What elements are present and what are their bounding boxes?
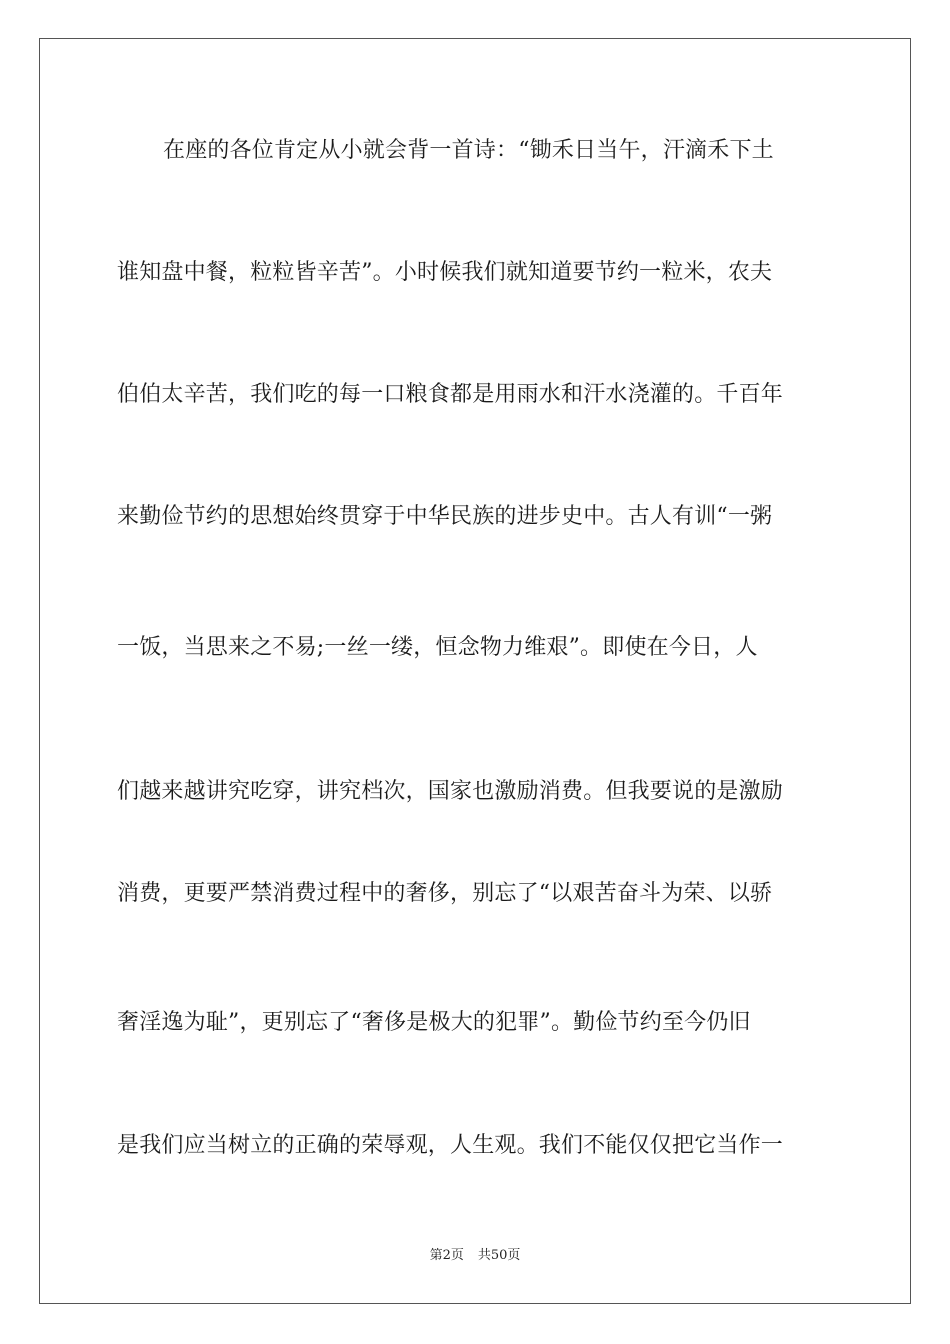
page-border xyxy=(39,38,911,1304)
paragraph-line-3: 伯伯太辛苦，我们吃的每一口粮食都是用雨水和汗水浇灌的。千百年 xyxy=(117,382,784,407)
paragraph-line-9: 是我们应当树立的正确的荣辱观，人生观。我们不能仅仅把它当作一 xyxy=(117,1133,784,1158)
paragraph-line-5: 一饭，当思来之不易;一丝一缕，恒念物力维艰”。即使在今日，人 xyxy=(117,635,758,660)
page-number: 第2页 xyxy=(429,1248,464,1263)
paragraph-line-7: 消费，更要严禁消费过程中的奢侈，别忘了“以艰苦奋斗为荣、以骄 xyxy=(117,881,773,906)
paragraph-line-1: 在座的各位肯定从小就会背一首诗：“锄禾日当午，汗滴禾下土 xyxy=(163,138,774,163)
page-footer xyxy=(0,1247,950,1265)
paragraph-line-2: 谁知盘中餐，粒粒皆辛苦”。小时候我们就知道要节约一粒米，农夫 xyxy=(117,260,773,285)
paragraph-line-6: 们越来越讲究吃穿，讲究档次，国家也激励消费。但我要说的是激励 xyxy=(117,779,784,804)
page-total: 共50页 xyxy=(477,1248,521,1263)
paragraph-line-8: 奢淫逸为耻”，更别忘了“奢侈是极大的犯罪”。勤俭节约至今仍旧 xyxy=(117,1010,751,1035)
paragraph-line-4: 来勤俭节约的思想始终贯穿于中华民族的进步史中。古人有训“一粥 xyxy=(117,504,773,529)
